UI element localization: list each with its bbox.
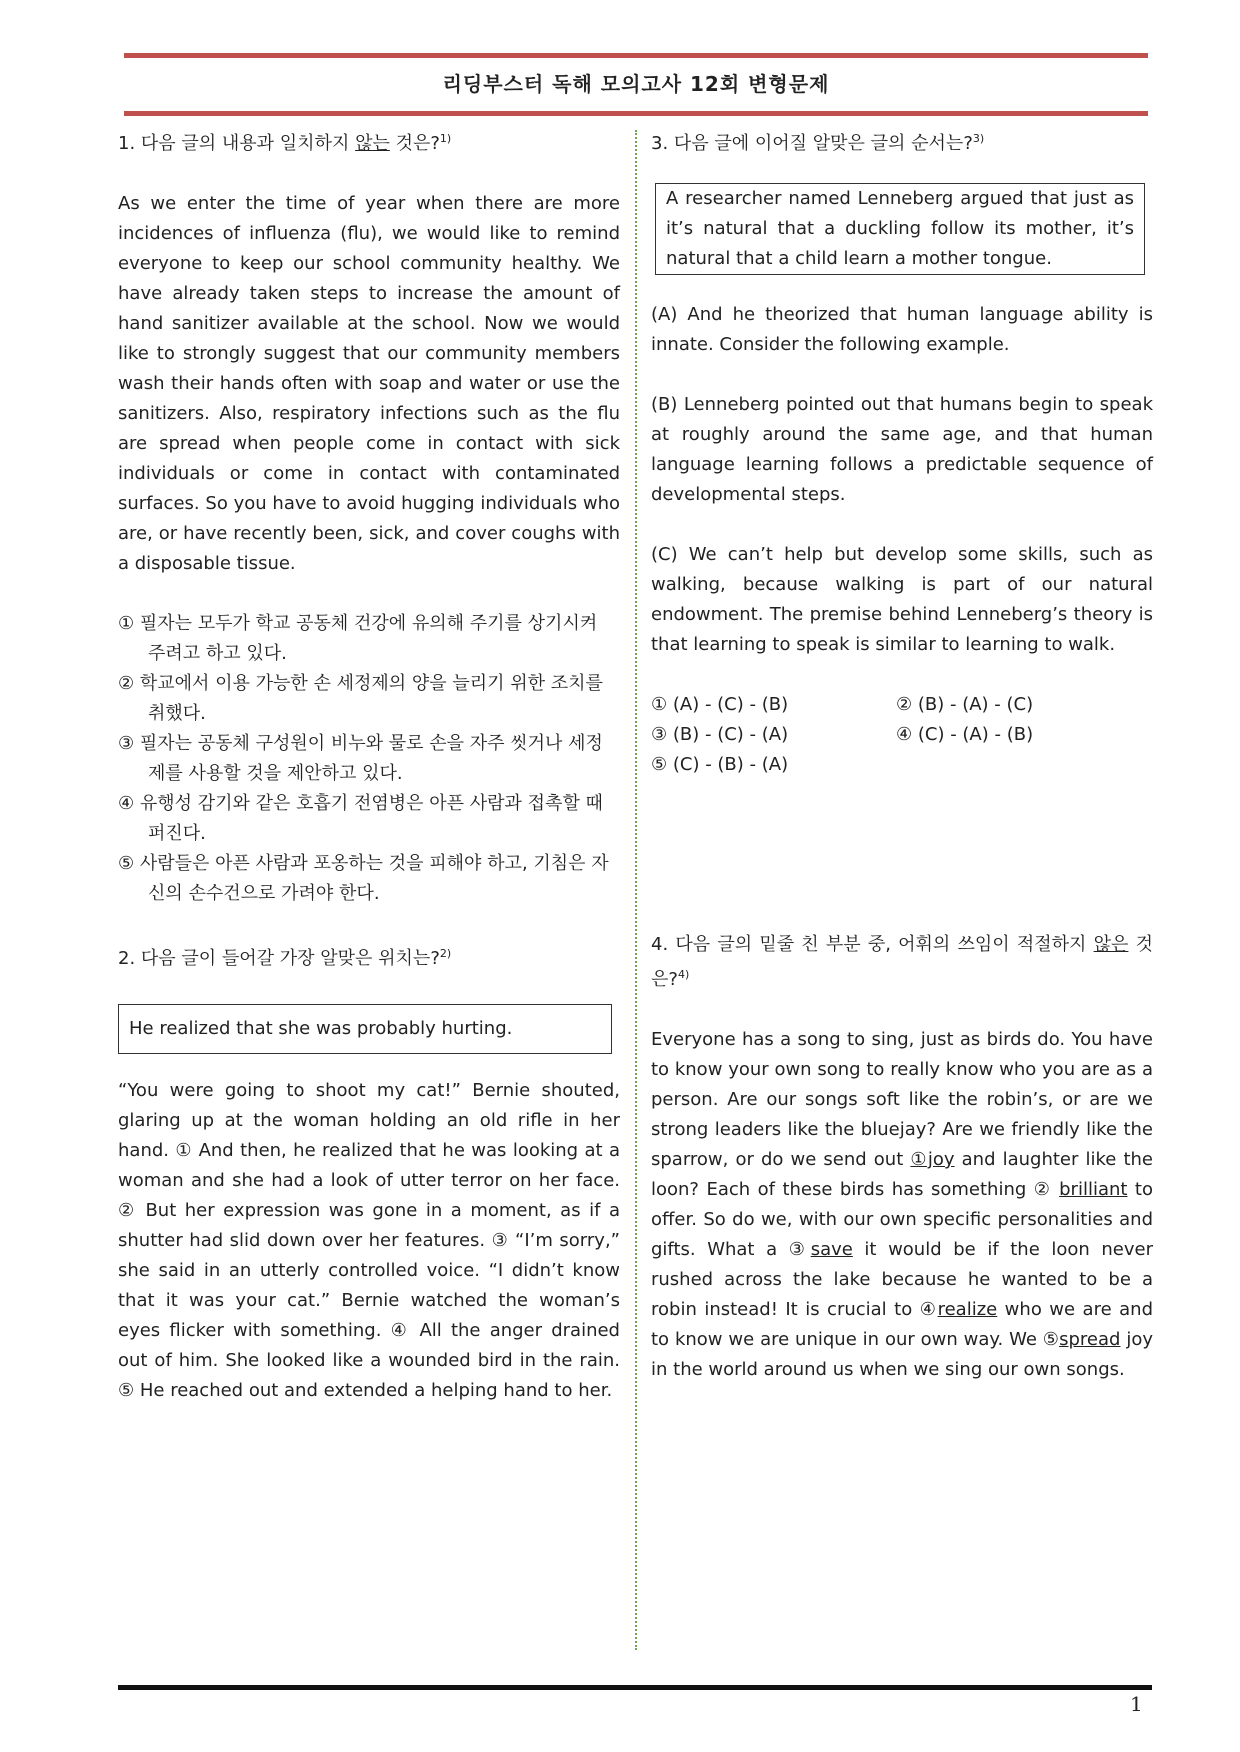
question-2-given-sentence-box (118, 1004, 612, 1054)
question-2-title: 2. 다음 글이 들어갈 가장 알맞은 위치는?$^{2)}$ (118, 947, 452, 969)
page-number: 1 (1130, 1692, 1143, 1716)
footer-rule (118, 1685, 1152, 1690)
question-3-options (651, 690, 1153, 780)
question-1-options (118, 609, 620, 909)
header-bottom-rule (124, 111, 1148, 116)
question-3-given-box (655, 183, 1145, 275)
question-4-title: 4. 다음 글의 밑줄 친 부분 중, 어휘의 쓰임이 적절하지 않은 것은?$^{4)}$ (651, 934, 1153, 990)
question-4-passage: Everyone has a song to sing, just as birds do. You have to know your own song to really know who you are as a person. Are our songs soft like the robin’s, or are we strong leaders like the bluejay? Are we friendly like the sparrow, or do we send out ①joy and laughter like the loon? Each of these birds has something ② brilliant to offer. So do we, with our own specific personalities and gifts. What a ③save it would be if the loon never rushed across the lake because he wanted to be a robin instead! It is crucial to ④realize who we are and to know we are unique in our own way. We ⑤spread joy in the world around us when we sing our own songs. (651, 1029, 1154, 1380)
option-3[interactable]: ③ 필자는 공동체 구성원이 비누와 물로 손을 자주 씻거나 세정제를 사용할 것을 제안하고 있다. (118, 733, 603, 784)
question-3-given-text: A researcher named Lenneberg argued that just as it’s natural that a duckling follow its mother, it’s natural that a child learn a mother tongue. (666, 188, 1134, 269)
option-2[interactable]: ② 학교에서 이용 가능한 손 세정제의 양을 늘리기 위한 조치를 취했다. (118, 673, 603, 724)
option-4[interactable]: ④ (C) - (A) - (B) (896, 724, 1034, 745)
footnote-marker: 2) (439, 947, 452, 960)
option-1[interactable]: ① (A) - (C) - (B) (651, 694, 789, 715)
underlined-word-2: brilliant (1059, 1179, 1128, 1200)
underlined-word-5: spread (1059, 1329, 1121, 1350)
right-column (651, 124, 1153, 1385)
footnote-marker: 1) (439, 132, 452, 145)
option-4[interactable]: ④ 유행성 감기와 같은 호흡기 전염병은 아픈 사람과 접촉할 때 퍼진다. (118, 793, 603, 844)
question-2-given-sentence: He realized that she was probably hurting. (129, 1018, 513, 1039)
footnote-marker: 3) (972, 132, 985, 145)
underlined-word-1: ①joy (910, 1149, 955, 1170)
question-2-passage: “You were going to shoot my cat!” Bernie shouted, glaring up at the woman holding an old rifle in her hand. ① And then, he realized that he was looking at a woman and she had a look of utter terror on her face. ② But her expression was gone in a moment, as if a shutter had slid down over her features. ③ “I’m sorry,” she said in an utterly controlled voice. “I didn’t know that it was your cat.” Bernie watched the woman’s eyes flicker with something. ④ All the anger drained out of him. She looked like a wounded bird in the rain. ⑤ He reached out and extended a helping hand to her. (118, 1080, 620, 1401)
question-1 (118, 124, 620, 909)
header-top-rule (124, 53, 1148, 58)
option-5[interactable]: ⑤ 사람들은 아픈 사람과 포옹하는 것을 피해야 하고, 기침은 자신의 손수건으로 가려야 한다. (118, 853, 609, 904)
option-1[interactable]: ① 필자는 모두가 학교 공동체 건강에 유의해 주기를 상기시켜 주려고 하고 있다. (118, 613, 598, 664)
footnote-marker: 4) (677, 968, 690, 981)
page-title: 리딩부스터 독해 모의고사 12회 변형문제 (442, 72, 830, 96)
question-1-title: 1. 다음 글의 내용과 일치하지 않는 것은?$^{1)}$ (118, 132, 452, 154)
question-3-paragraph-c: (C) We can’t help but develop some skills, such as walking, because walking is part of our natural endowment. The premise behind Lenneberg’s theory is that learning to speak is similar to learning to walk. (651, 544, 1153, 655)
question-3-title: 3. 다음 글에 이어질 알맞은 글의 순서는?$^{3)}$ (651, 132, 985, 154)
left-column (118, 124, 620, 1406)
underlined-word-3: save (810, 1239, 853, 1260)
option-5[interactable]: ⑤ (C) - (B) - (A) (651, 754, 789, 775)
option-2[interactable]: ② (B) - (A) - (C) (896, 694, 1034, 715)
question-1-passage: As we enter the time of year when there are more incidences of influenza (flu), we would like to remind everyone to keep our school community healthy. We have already taken steps to increase the amount of hand sanitizer available at the school. Now we would like to strongly suggest that our community members wash their hands often with soap and water or use the sanitizers. Also, respiratory infections such as the flu are spread when people come in contact with sick individuals or come in contact with contaminated surfaces. So you have to avoid hugging individuals who are, or have recently been, sick, and cover coughs with a disposable tissue. (118, 193, 620, 574)
question-3 (651, 124, 1153, 780)
underlined-word-4: realize (937, 1299, 998, 1320)
question-3-paragraph-b: (B) Lenneberg pointed out that humans begin to speak at roughly around the same age, and that human language learning follows a predictable sequence of developmental steps. (651, 394, 1153, 505)
question-3-paragraph-a: (A) And he theorized that human language ability is innate. Consider the following example. (651, 304, 1153, 355)
column-divider (635, 130, 637, 1650)
question-4 (651, 930, 1153, 1385)
question-2 (118, 939, 620, 1406)
option-3[interactable]: ③ (B) - (C) - (A) (651, 724, 789, 745)
